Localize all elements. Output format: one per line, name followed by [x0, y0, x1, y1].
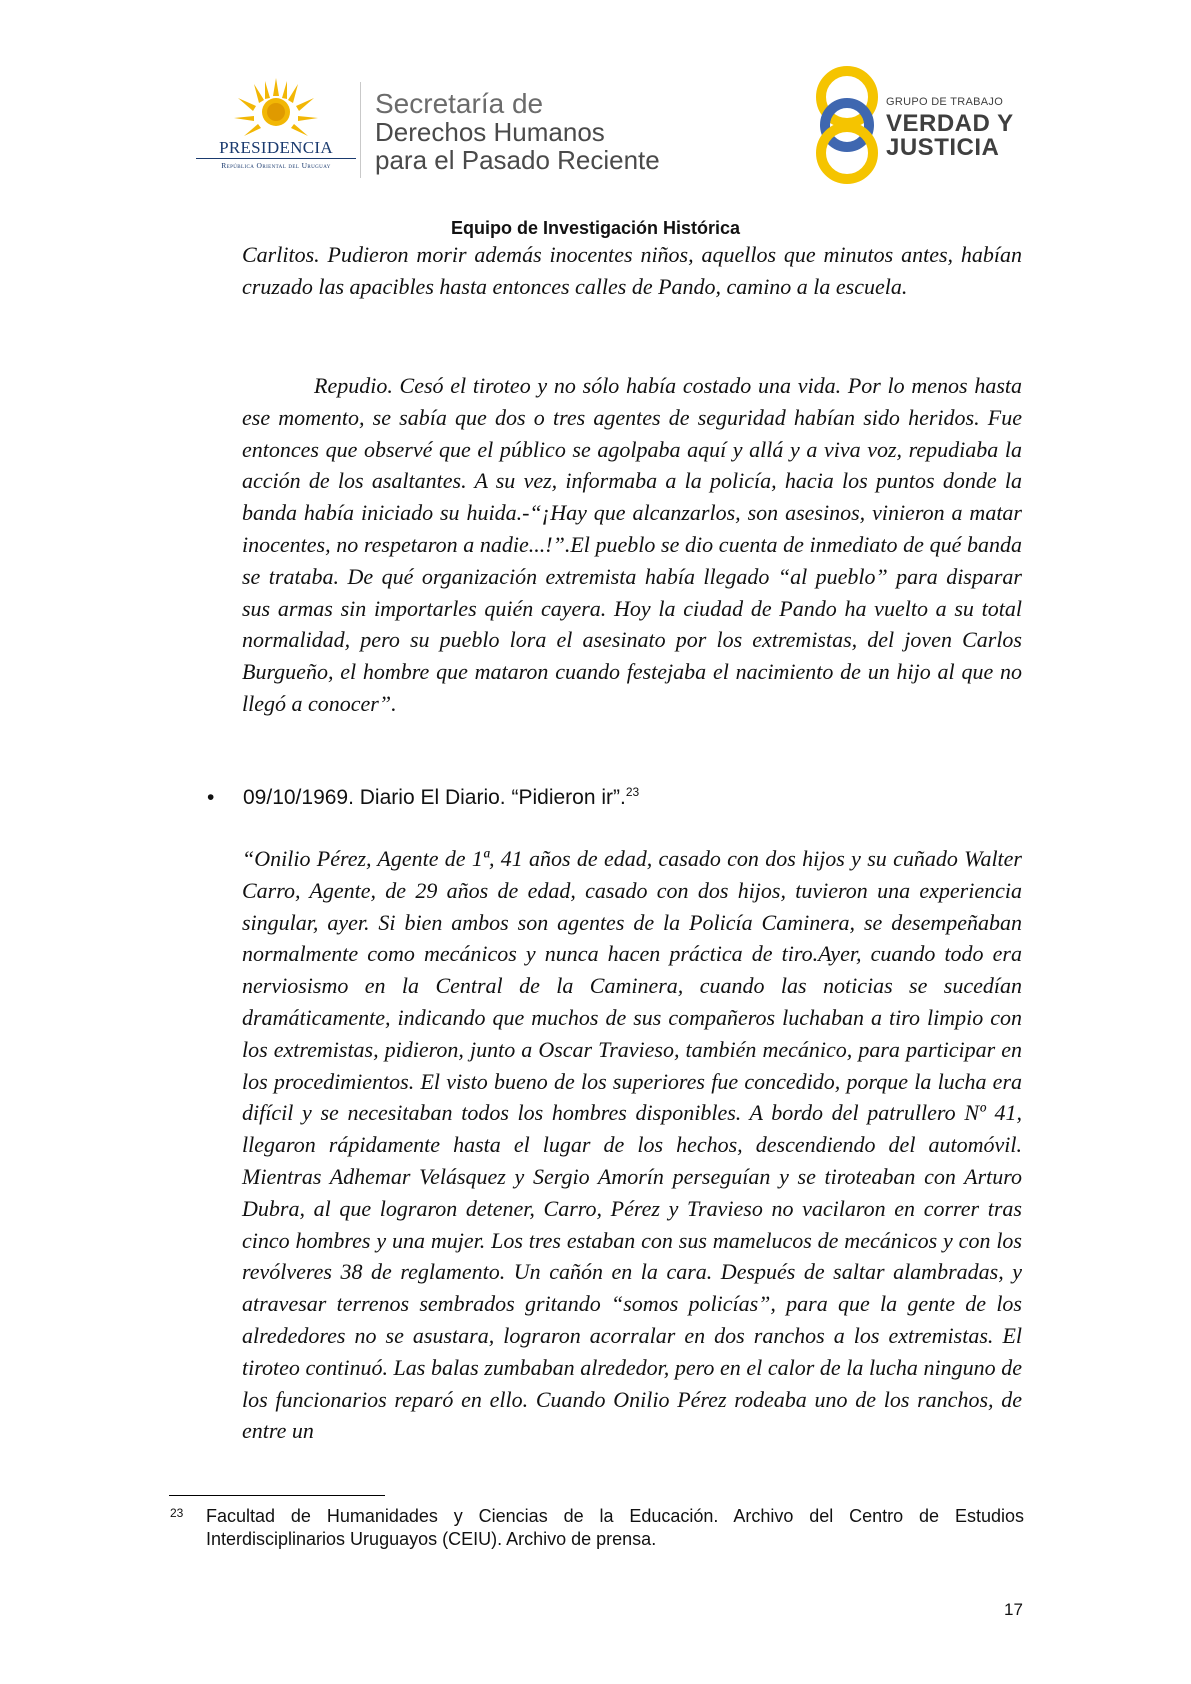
paragraph-continuation: Carlitos. Pudieron morir además inocentes niños, aquellos que minutos antes, habían cruzado las apacibles hasta entonces calles de Pando, camino a la escuela.	[242, 242, 1022, 299]
secretaria-line3: para el Pasado Reciente	[375, 145, 660, 175]
grupo-trabajo-logo	[812, 62, 1022, 188]
grupo-line3: JUSTICIA	[886, 134, 1000, 161]
team-title: Equipo de Investigación Histórica	[450, 218, 741, 238]
secretaria-line2: Derechos Humanos	[375, 117, 605, 147]
bullet-text: 09/10/1969. Diario El Diario. “Pidieron ir”.	[243, 786, 626, 809]
presidencia-logo	[196, 78, 356, 178]
rings-emblem-icon	[812, 62, 882, 188]
footnote-text: Facultad de Humanidades y Ciencias de la Educación. Archivo del Centro de Estudios Interdisciplinarios Uruguayos (CEIU). Archivo de prensa.	[206, 1506, 1024, 1549]
footnote-reference[interactable]: 23	[625, 785, 640, 799]
footnote-separator	[169, 1495, 385, 1496]
paragraph-repudio: Repudio. Cesó el tiroteo y no sólo había costado una vida. Por lo menos hasta ese momento, se sabía que dos o tres agentes de seguridad habían sido heridos. Fue entonces que observé que el público se agolpaba aquí y allá y a viva voz, repudiaba la acción de los asaltantes. A su vez, informaba a la policía, hacia los puntos donde la banda había iniciado su huida.-“¡Hay que alcanzarlos, son asesinos, vinieron a matar inocentes, no respetaron a nadie...!”.El pueblo se dio cuenta de inmediato de qué banda se trataba. De qué organización extremista había llegado “al pueblo” para disparar sus armas sin importarles quién cayera. Hoy la ciudad de Pando ha vuelto a su total normalidad, pero su pueblo lora el asesinato por los extremistas, del joven Carlos Burgueño, el hombre que mataron cuando festejaba el nacimiento de un hijo al que no llegó a conocer”.	[242, 373, 1022, 716]
paragraph-quote: “Onilio Pérez, Agente de 1ª, 41 años de edad, casado con dos hijos y su cuñado Walter Carro, Agente, de 29 años de edad, casado con dos hijos, tuvieron una experiencia singular, ayer. Si bien ambos son agentes de la Policía Caminera, se desempeñaban normalmente como mecánicos y nunca hacen práctica de tiro.Ayer, cuando todo era nerviosismo en la Central de la Caminera, cuando las noticias se sucedían dramáticamente, indicando que muchos de sus compañeros luchaban a tiro limpio con los extremistas, pidieron, junto a Oscar Travieso, también mecánico, para participar en los procedimientos. El visto bueno de los superiores fue concedido, porque la lucha era difícil y se necesitaban todos los hombres disponibles. A bordo del patrullero Nº 41, llegaron rápidamente hasta el lugar de los hechos, descendiendo del automóvil. Mientras Adhemar Velásquez y Sergio Amorín perseguían y se tiroteaban con Arturo Dubra, al que lograron detener, Carro, Pérez y Travieso no vacilaron en correr tras cinco hombres y una mujer. Los tres estaban con sus mamelucos de mecánicos y con los revólveres 38 de reglamento. Un cañón en la cara. Después de saltar alambradas, y atravesar terrenos sembrados gritando “somos policías”, para que la gente de los alrededores no se asustara, lograron acorralar en dos ranchos a los extremistas. El tiroteo continuó. Las balas zumbaban alrededor, pero en el calor de la lucha ninguno de los funcionarios reparó en ello. Cuando Onilio Pérez rodeaba uno de los ranchos, de entre un	[242, 846, 1022, 1444]
bullet-symbol: •	[207, 786, 215, 809]
bullet-item	[207, 786, 639, 810]
header-divider	[360, 82, 361, 178]
presidencia-divider	[196, 158, 356, 159]
secretaria-line1: Secretaría de	[375, 88, 544, 119]
grupo-line1: GRUPO DE TRABAJO	[886, 96, 1004, 108]
footnote-number: 23	[170, 1506, 184, 1520]
presidencia-subtitle: República Oriental del Uruguay	[221, 161, 331, 170]
page-number: 17	[1004, 1600, 1023, 1619]
secretaria-wordmark	[375, 90, 660, 174]
presidencia-title: PRESIDENCIA	[219, 138, 333, 157]
grupo-line2: VERDAD Y	[886, 110, 1014, 137]
sun-emblem-icon	[234, 78, 318, 138]
